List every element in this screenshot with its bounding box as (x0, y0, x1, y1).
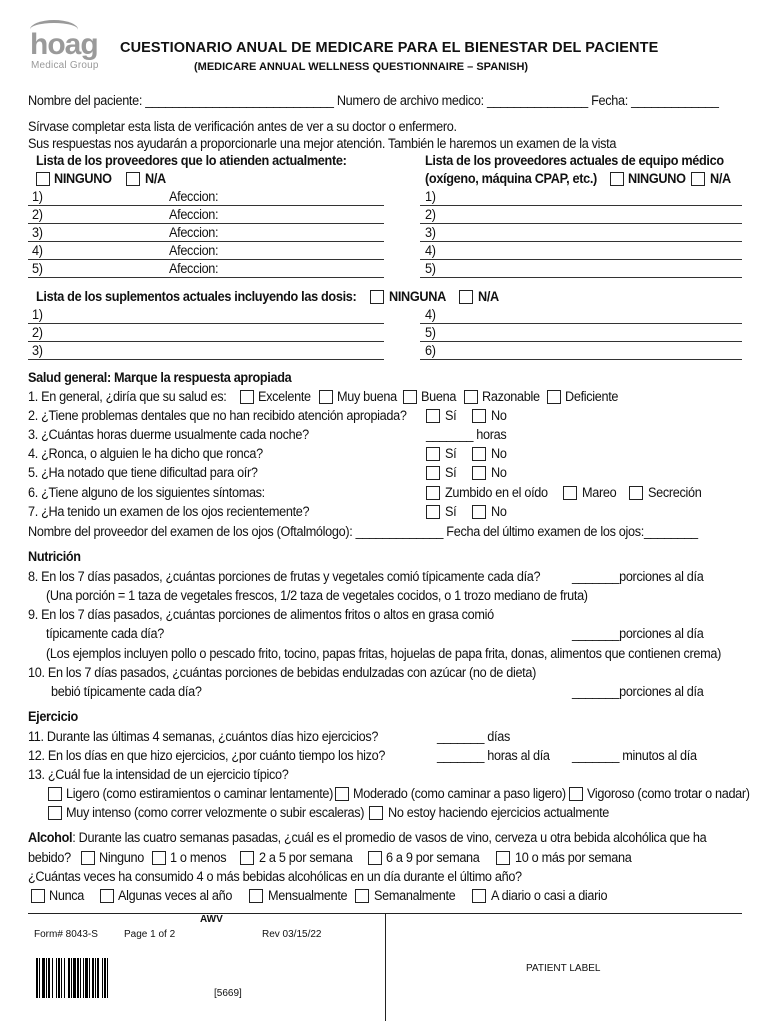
form-code: [5669] (214, 988, 242, 999)
q13-moderado-checkbox[interactable] (335, 787, 349, 801)
supplement-num-4: 4) (425, 307, 436, 322)
q6-secrecion-label: Secreción (648, 485, 702, 500)
q5-yes-checkbox[interactable] (426, 466, 440, 480)
q6-mareo-checkbox[interactable] (563, 486, 577, 500)
binge-nunca-checkbox[interactable] (31, 889, 45, 903)
q1-muy-buena-label: Muy buena (337, 389, 397, 404)
alcohol-1-menos-checkbox[interactable] (152, 851, 166, 865)
intro-line-2: Sus respuestas nos ayudarán a proporcionarle una mejor atención. También le haremos un examen de la vista (28, 136, 617, 151)
provider-line-5[interactable] (28, 277, 384, 278)
form-number: Form# 8043-S (34, 929, 98, 940)
q6-zumbido-label: Zumbido en el oído (445, 485, 548, 500)
provider-line-3[interactable] (28, 241, 384, 242)
q9-text-1: 9. En los 7 días pasados, ¿cuántas porciones de alimentos fritos o altos en grasa comió (28, 607, 494, 622)
alcohol-10-mas-label: 10 o más por semana (515, 850, 632, 865)
supplement-num-3: 3) (32, 343, 43, 358)
binge-semanal-label: Semanalmente (374, 888, 456, 903)
barcode-image (36, 958, 134, 998)
page-number: Page 1 of 2 (124, 929, 176, 940)
supplement-line-4[interactable] (420, 323, 742, 324)
alcohol-bebido: bebido? (28, 850, 71, 865)
q1-text: 1. En general, ¿diría que su salud es: (28, 389, 227, 404)
alcohol-6-9-checkbox[interactable] (368, 851, 382, 865)
alcohol-text-1: : Durante las cuatro semanas pasadas, ¿cuál es el promedio de vasos de vino, cerveza u otra bebida alcohólica que ha (72, 830, 707, 845)
providers-na-checkbox[interactable] (126, 172, 140, 186)
q2-no-label: No (491, 408, 507, 423)
equipment-line-5[interactable] (420, 277, 742, 278)
awv-label: AWV (200, 914, 223, 925)
equipment-num-3: 3) (425, 225, 436, 240)
q13-ligero-label: Ligero (como estiramientos o caminar lentamente) (66, 786, 334, 801)
provider-afeccion-2: Afeccion: (169, 207, 219, 222)
supplement-line-3[interactable] (28, 359, 384, 360)
alcohol-question-1 (28, 830, 706, 845)
q7-yes-label: Sí (445, 504, 457, 519)
q8-text: 8. En los 7 días pasados, ¿cuántas porciones de frutas y vegetales comió típicamente cada día? (28, 569, 541, 584)
supplements-none-label: NINGUNA (389, 289, 446, 304)
q9-answer[interactable]: _______porciones al día (572, 626, 704, 641)
q10-text-2: bebió típicamente cada día? (51, 684, 202, 699)
provider-num-2: 2) (32, 207, 43, 222)
binge-semanal-checkbox[interactable] (355, 889, 369, 903)
providers-na-label: N/A (145, 171, 166, 186)
q6-mareo-label: Mareo (582, 485, 617, 500)
q5-no-label: No (491, 465, 507, 480)
equipment-na-label: N/A (710, 171, 731, 186)
providers-heading: Lista de los proveedores que lo atienden actualmente: (36, 153, 347, 168)
q4-yes-checkbox[interactable] (426, 447, 440, 461)
supplement-line-6[interactable] (420, 359, 742, 360)
provider-afeccion-4: Afeccion: (169, 243, 219, 258)
alcohol-2-5-label: 2 a 5 por semana (259, 850, 353, 865)
q4-text: 4. ¿Ronca, o alguien le ha dicho que ronca? (28, 446, 263, 461)
supplements-heading: Lista de los suplementos actuales incluyendo las dosis: (36, 289, 357, 304)
q1-muy-buena-checkbox[interactable] (319, 390, 333, 404)
equipment-num-4: 4) (425, 243, 436, 258)
providers-none-label: NINGUNO (54, 171, 112, 186)
equipment-line-2[interactable] (420, 223, 742, 224)
supplement-line-1[interactable] (28, 323, 384, 324)
patient-label-area: PATIENT LABEL (526, 963, 601, 974)
revision-date: Rev 03/15/22 (262, 929, 322, 940)
binge-mensual-checkbox[interactable] (249, 889, 263, 903)
supplement-line-2[interactable] (28, 341, 384, 342)
q1-deficiente-checkbox[interactable] (547, 390, 561, 404)
q7-no-checkbox[interactable] (472, 505, 486, 519)
q2-yes-label: Sí (445, 408, 457, 423)
providers-none-checkbox[interactable] (36, 172, 50, 186)
q6-text: 6. ¿Tiene alguno de los siguientes síntomas: (28, 485, 265, 500)
q13-vigoroso-label: Vigoroso (como trotar o nadar) (587, 786, 750, 801)
q5-text: 5. ¿Ha notado que tiene dificultad para oír? (28, 465, 258, 480)
nutrition-heading: Nutrición (28, 549, 81, 564)
alcohol-ninguno-label: Ninguno (99, 850, 144, 865)
q1-buena-checkbox[interactable] (403, 390, 417, 404)
equipment-num-1: 1) (425, 189, 436, 204)
equipment-none-label: NINGUNO (628, 171, 686, 186)
q13-none-label: No estoy haciendo ejercicios actualmente (388, 805, 610, 820)
alcohol-10-mas-checkbox[interactable] (496, 851, 510, 865)
supplements-na-label: N/A (478, 289, 499, 304)
exercise-heading: Ejercicio (28, 709, 78, 724)
equipment-heading-1: Lista de los proveedores actuales de equipo médico (425, 153, 724, 168)
q9-note: (Los ejemplos incluyen pollo o pescado frito, tocino, papas fritas, hojuelas de papa frita, donas, alimentos que contienen crema) (46, 646, 721, 661)
equipment-num-2: 2) (425, 207, 436, 222)
alcohol-ninguno-checkbox[interactable] (81, 851, 95, 865)
q7-yes-checkbox[interactable] (426, 505, 440, 519)
q4-yes-label: Sí (445, 446, 457, 461)
q1-razonable-label: Razonable (482, 389, 540, 404)
q4-no-checkbox[interactable] (472, 447, 486, 461)
q5-yes-label: Sí (445, 465, 457, 480)
q1-razonable-checkbox[interactable] (464, 390, 478, 404)
provider-line-2[interactable] (28, 223, 384, 224)
q9-text-2: típicamente cada día? (46, 626, 164, 641)
q10-text-1: 10. En los 7 días pasados, ¿cuántas porciones de bebidas endulzadas con azúcar (no de dieta) (28, 665, 537, 680)
equipment-heading-2: (oxígeno, máquina CPAP, etc.) (425, 171, 597, 186)
equipment-line-4[interactable] (420, 259, 742, 260)
provider-afeccion-1: Afeccion: (169, 189, 219, 204)
q10-answer[interactable]: _______porciones al día (572, 684, 704, 699)
form-title: CUESTIONARIO ANUAL DE MEDICARE PARA EL BIENESTAR DEL PACIENTE (120, 40, 659, 56)
equipment-num-5: 5) (425, 261, 436, 276)
logo: hoag (30, 28, 98, 61)
q12-hours-answer[interactable]: _______ horas al día (437, 748, 550, 763)
q1-deficiente-label: Deficiente (565, 389, 619, 404)
supplement-num-6: 6) (425, 343, 436, 358)
q1-buena-label: Buena (421, 389, 457, 404)
q2-no-checkbox[interactable] (472, 409, 486, 423)
q11-text: 11. Durante las últimas 4 semanas, ¿cuántos días hizo ejercicios? (28, 729, 379, 744)
binge-diario-checkbox[interactable] (472, 889, 486, 903)
provider-num-3: 3) (32, 225, 43, 240)
provider-num-1: 1) (32, 189, 43, 204)
q5-no-checkbox[interactable] (472, 466, 486, 480)
q8-answer[interactable]: _______porciones al día (572, 569, 704, 584)
q7-text: 7. ¿Ha tenido un examen de los ojos recientemente? (28, 504, 310, 519)
q1-excelente-label: Excelente (258, 389, 311, 404)
q2-yes-checkbox[interactable] (426, 409, 440, 423)
binge-mensual-label: Mensualmente (268, 888, 348, 903)
provider-line-4[interactable] (28, 259, 384, 260)
provider-line-1[interactable] (28, 205, 384, 206)
q1-excelente-checkbox[interactable] (240, 390, 254, 404)
q12-minutes-answer[interactable]: _______ minutos al día (572, 748, 697, 763)
q8-note: (Una porción = 1 taza de vegetales frescos, 1/2 taza de vegetales cocidos, o 1 trozo mediano de fruta) (46, 588, 588, 603)
eye-exam-line[interactable]: Nombre del proveedor del examen de los ojos (Oftalmólogo): _____________ Fecha del último examen de los ojos:________ (28, 524, 698, 539)
alcohol-1-menos-label: 1 o menos (170, 850, 227, 865)
q6-zumbido-checkbox[interactable] (426, 486, 440, 500)
supplement-num-5: 5) (425, 325, 436, 340)
q13-none-checkbox[interactable] (369, 806, 383, 820)
intro-line-1: Sírvase completar esta lista de verificación antes de ver a su doctor o enfermero. (28, 119, 457, 134)
form-subtitle: (MEDICARE ANNUAL WELLNESS QUESTIONNAIRE – SPANISH) (194, 61, 529, 73)
logo-subtitle: Medical Group (31, 60, 99, 71)
q3-text: 3. ¿Cuántas horas duerme usualmente cada noche? (28, 427, 309, 442)
binge-algunas-checkbox[interactable] (100, 889, 114, 903)
q13-muy-intenso-label: Muy intenso (como correr velozmente o subir escaleras) (66, 805, 365, 820)
q13-moderado-label: Moderado (como caminar a paso ligero) (353, 786, 566, 801)
supplements-none-checkbox[interactable] (370, 290, 384, 304)
general-health-heading: Salud general: Marque la respuesta apropiada (28, 370, 292, 385)
q7-no-label: No (491, 504, 507, 519)
q2-text: 2. ¿Tiene problemas dentales que no han recibido atención apropiada? (28, 408, 407, 423)
equipment-line-1[interactable] (420, 205, 742, 206)
equipment-none-checkbox[interactable] (610, 172, 624, 186)
q13-vigoroso-checkbox[interactable] (569, 787, 583, 801)
supplement-line-5[interactable] (420, 341, 742, 342)
binge-algunas-label: Algunas veces al año (118, 888, 233, 903)
alcohol-2-5-checkbox[interactable] (240, 851, 254, 865)
q11-answer[interactable]: _______ días (437, 729, 510, 744)
provider-afeccion-3: Afeccion: (169, 225, 219, 240)
q6-secrecion-checkbox[interactable] (629, 486, 643, 500)
provider-num-5: 5) (32, 261, 43, 276)
supplements-na-checkbox[interactable] (459, 290, 473, 304)
provider-num-4: 4) (32, 243, 43, 258)
alcohol-6-9-label: 6 a 9 por semana (386, 850, 480, 865)
equipment-line-3[interactable] (420, 241, 742, 242)
q13-ligero-checkbox[interactable] (48, 787, 62, 801)
supplement-num-2: 2) (32, 325, 43, 340)
q13-muy-intenso-checkbox[interactable] (48, 806, 62, 820)
alcohol-label: Alcohol (28, 830, 73, 845)
alcohol-question-2: ¿Cuántas veces ha consumido 4 o más bebidas alcohólicas en un día durante el último año? (28, 869, 522, 884)
provider-afeccion-5: Afeccion: (169, 261, 219, 276)
q13-text: 13. ¿Cuál fue la intensidad de un ejercicio típico? (28, 767, 289, 782)
binge-nunca-label: Nunca (49, 888, 85, 903)
binge-diario-label: A diario o casi a diario (491, 888, 608, 903)
supplement-num-1: 1) (32, 307, 43, 322)
q3-answer[interactable]: _______ horas (426, 427, 507, 442)
footer-divider (385, 913, 386, 1021)
q12-text: 12. En los días en que hizo ejercicios, ¿por cuánto tiempo los hizo? (28, 748, 386, 763)
patient-info-line[interactable]: Nombre del paciente: ____________________________ Numero de archivo medico: _______________ Fecha: _____________ (28, 93, 719, 108)
q4-no-label: No (491, 446, 507, 461)
equipment-na-checkbox[interactable] (691, 172, 705, 186)
